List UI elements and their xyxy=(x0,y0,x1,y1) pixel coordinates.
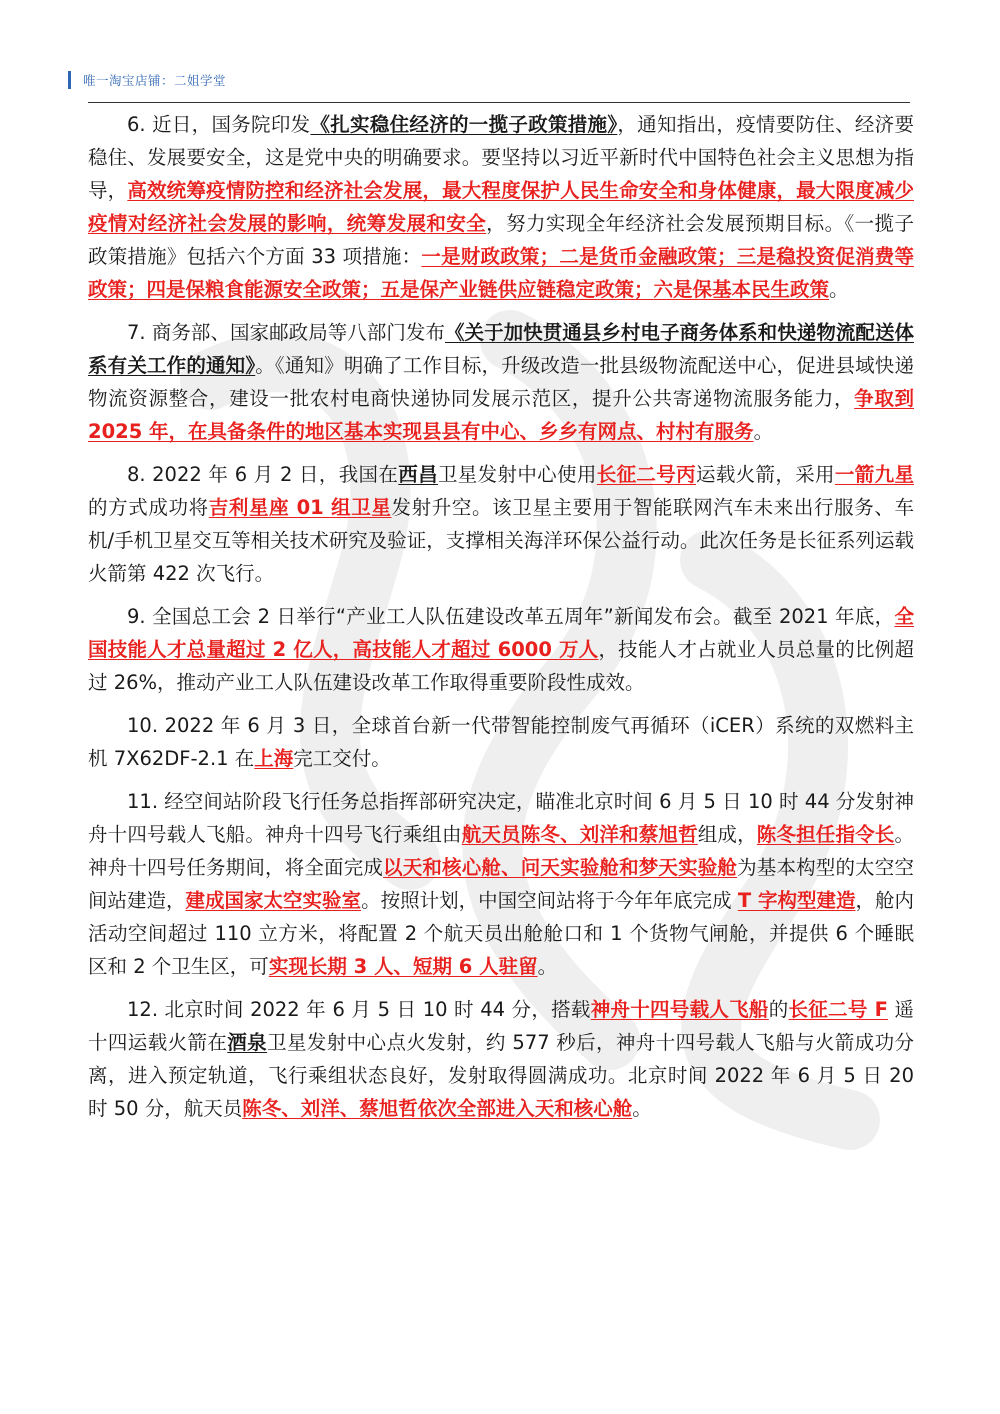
body-text: 12. 北京时间 2022 年 6 月 5 日 10 时 44 分，搭载 xyxy=(127,998,591,1021)
emphasis-text: 《关于加快贯通县乡村电子商务体系和快递物流配送体系有关工作的通知》 xyxy=(88,321,914,377)
highlight-text: T 字构型建造 xyxy=(737,889,856,912)
emphasis-text: 西昌 xyxy=(398,463,438,486)
body-text: 11. 经空间站阶段飞行任务总指挥部研究决定，瞄准北京时间 6 月 5 日 10 时 44 分发射神舟十四号载人飞船。神舟十四号飞行乘组由 xyxy=(88,790,914,846)
highlight-text: 高效统筹疫情防控和经济社会发展，最大程度保护人民生命安全和身体健康，最大限度减少疫情对经济社会发展的影响，统筹发展和安全 xyxy=(88,179,914,235)
highlight-text: 一是财政政策；二是货币金融政策；三是稳投资促消费等政策；四是保粮食能源安全政策；五是保产业链供应链稳定政策；六是保基本民生政策 xyxy=(88,245,914,301)
body-text: ，技能人才占就业人员总量的比例超过 26%，推动产业工人队伍建设改革工作取得重要阶段性成效。 xyxy=(88,638,914,694)
shop-label: 唯一淘宝店铺：二姐学堂 xyxy=(83,73,227,88)
news-item xyxy=(88,458,914,590)
body-text: 卫星发射中心使用 xyxy=(437,463,597,486)
highlight-text: 上海 xyxy=(254,747,294,770)
body-text: 。 xyxy=(753,420,774,443)
body-text: 。 xyxy=(632,1097,652,1120)
highlight-text: 一箭九星 xyxy=(834,463,914,486)
news-item xyxy=(88,600,914,699)
body-text: 的方式成功将 xyxy=(88,496,209,519)
body-text: 运载火箭，采用 xyxy=(695,463,835,486)
body-text: 为基本构型的太空空间站建造， xyxy=(88,856,914,912)
body-text: 。按照计划，中国空间站将于今年年底完成 xyxy=(361,889,738,912)
body-text: 7. 商务部、国家邮政局等八部门发布 xyxy=(127,321,445,344)
highlight-text: 长征二号丙 xyxy=(596,463,696,486)
highlight-text: 长征二号 F xyxy=(788,998,888,1021)
header-accent-bar xyxy=(68,71,71,89)
news-item xyxy=(88,316,914,448)
highlight-text: 全国技能人才总量超过 2 亿人，高技能人才超过 6000 万人 xyxy=(88,605,914,661)
news-item xyxy=(88,785,914,983)
highlight-text: 实现长期 3 人、短期 6 人驻留 xyxy=(268,955,538,978)
highlight-text: 航天员陈冬、刘洋和蔡旭哲 xyxy=(461,823,698,846)
body-text: 8. 2022 年 6 月 2 日，我国在 xyxy=(127,463,399,486)
news-item xyxy=(88,108,914,306)
body-text: 。《通知》明确了工作目标，升级改造一批县级物流配送中心，促进县域快递物流资源整合，建设一批农村电商快递协同发展示范区，提升公共寄递物流服务能力， xyxy=(88,354,914,410)
highlight-text: 陈冬、刘洋、蔡旭哲依次全部进入天和核心舱 xyxy=(242,1097,633,1120)
body-text: ，努力实现全年经济社会发展预期目标。《一揽子政策措施》包括六个方面 33 项措施： xyxy=(88,212,914,268)
highlight-text: 陈冬担任指令长 xyxy=(756,823,895,846)
highlight-text: 吉利星座 01 组卫星 xyxy=(208,496,392,519)
body-text: 发射升空。该卫星主要用于智能联网汽车未来出行服务、车机/手机卫星交互等相关技术研究及验证，支撑相关海洋环保公益行动。此次任务是长征系列运载火箭第 422 次飞行。 xyxy=(88,496,914,585)
body-text: 10. 2022 年 6 月 3 日，全球首台新一代带智能控制废气再循环（iCER）系统的双燃料主机 7X62DF-2.1 在 xyxy=(88,714,914,770)
body-text: 。 xyxy=(537,955,558,978)
body-text: 完工交付。 xyxy=(293,747,391,770)
body-text: 。神舟十四号任务期间，将全面完成 xyxy=(88,823,914,879)
highlight-text: 以天和核心舱、问天实验舱和梦天实验舱 xyxy=(383,856,738,879)
emphasis-text: 酒泉 xyxy=(227,1031,268,1054)
body-text: 遥十四运载火箭在 xyxy=(88,998,914,1054)
highlight-text: 争取到 2025 年，在具备条件的地区基本实现县县有中心、乡乡有网点、村村有服务 xyxy=(88,387,914,443)
body-text: 6. 近日，国务院印发 xyxy=(127,113,311,136)
highlight-text: 神舟十四号载人飞船 xyxy=(590,998,769,1021)
highlight-text: 建成国家太空实验室 xyxy=(185,889,362,912)
body-text: 9. 全国总工会 2 日举行“产业工人队伍建设改革五周年”新闻发布会。截至 2021 年底， xyxy=(127,605,895,628)
body-text: ，舱内活动空间超过 110 立方米，将配置 2 个航天员出舱舱口和 1 个货物气闸舱，并提供 6 个睡眠区和 2 个卫生区，可 xyxy=(88,889,914,978)
news-item xyxy=(88,993,914,1125)
news-content xyxy=(88,108,914,1135)
body-text: 组成， xyxy=(697,823,757,846)
page-header xyxy=(68,70,226,90)
body-text: 卫星发射中心点火发射，约 577 秒后，神舟十四号载人飞船与火箭成功分离，进入预定轨道，飞行乘组状态良好，发射取得圆满成功。北京时间 2022 年 6 月 5 日 20 时 50 分，航天员 xyxy=(88,1031,914,1120)
emphasis-text: 《扎实稳住经济的一揽子政策措施》 xyxy=(310,113,618,136)
body-text: 的 xyxy=(768,998,789,1021)
body-text: ，通知指出，疫情要防住、经济要稳住、发展要安全，这是党中央的明确要求。要坚持以习近平新时代中国特色社会主义思想为指导， xyxy=(88,113,914,202)
news-item xyxy=(88,709,914,775)
header-divider xyxy=(88,102,910,103)
body-text: 。 xyxy=(829,278,849,301)
